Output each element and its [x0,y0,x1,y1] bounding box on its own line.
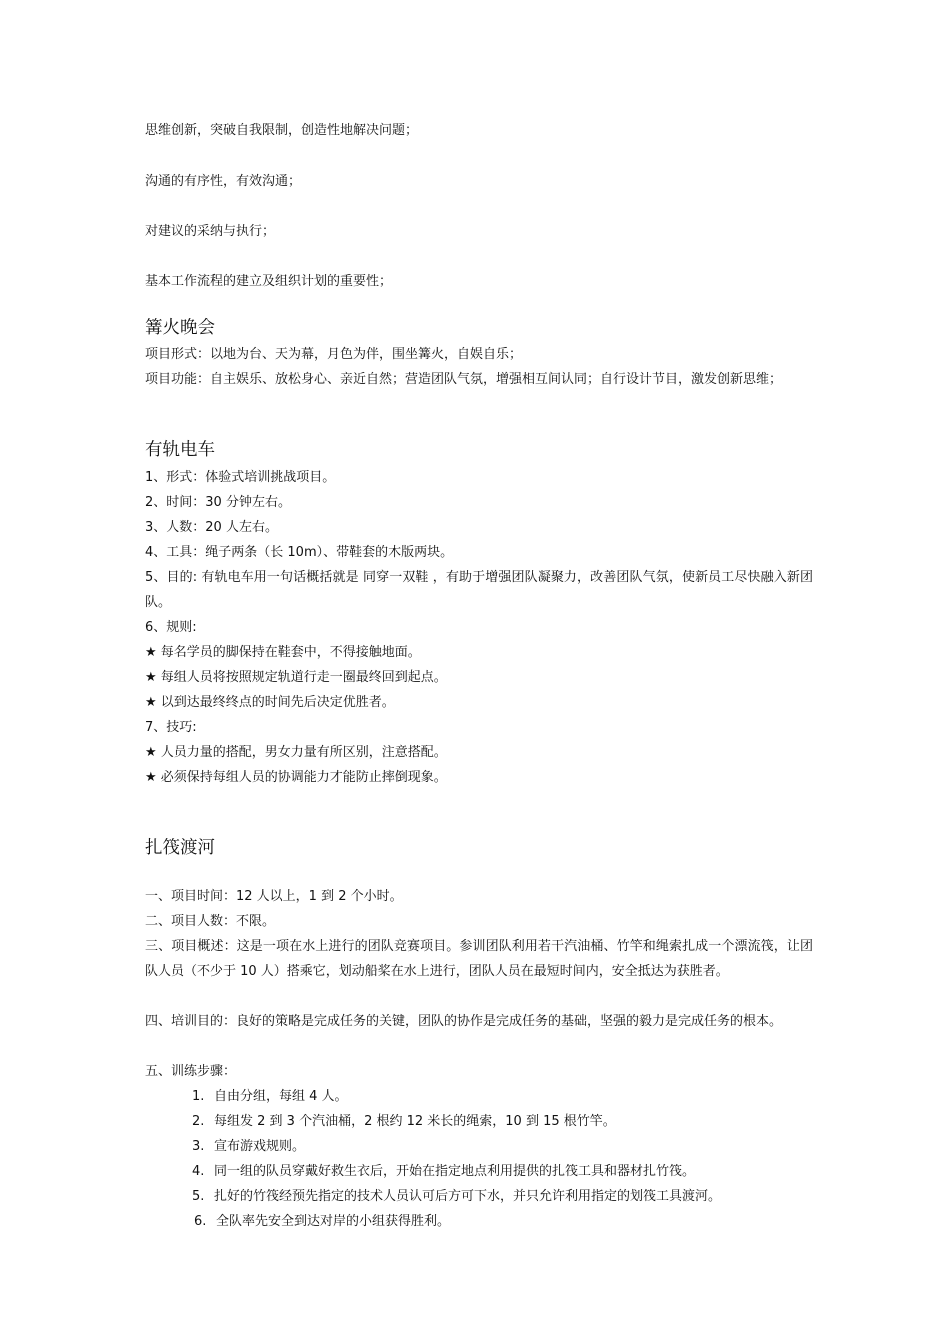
raft-step [192,1184,721,1209]
tram-rule: ★ 每组人员将按照规定轨道行走一圈最终回到起点。 [145,670,447,685]
step-number: 5. [192,1189,205,1204]
tram-item: 3、人数：20 人左右。 [145,520,278,535]
tram-rule: ★ 每名学员的脚保持在鞋套中，不得接触地面。 [145,645,421,660]
step-number: 4. [192,1164,205,1179]
raft-step [192,1084,348,1109]
raft-item: 四、培训目的：良好的策略是完成任务的关键，团队的协作是完成任务的基础，坚强的毅力是完成任务的根本。 [145,1014,783,1029]
intro-line: 对建议的采纳与执行； [145,224,276,239]
bonfire-function: 项目功能：自主娱乐、放松身心、亲近自然；营造团队气氛，增强相互间认同；自行设计节目，激发创新思维； [145,372,783,387]
step-number: 2. [192,1114,205,1129]
raft-item: 三、项目概述：这是一项在水上进行的团队竞赛项目。参训团队利用若干汽油桶、竹竿和绳索扎成一个漂流筏，让团队人员（不少于 10 人）搭乘它，划动船桨在水上进行，团队人员在最短时间内，安全抵达为获胜者。 [145,939,813,979]
raft-step [192,1109,616,1134]
step-text: 宣布游戏规则。 [214,1139,306,1154]
intro-line: 基本工作流程的建立及组织计划的重要性； [145,274,393,289]
step-text: 同一组的队员穿戴好救生衣后，开始在指定地点利用提供的扎筏工具和器材扎竹筏。 [214,1164,696,1179]
raft-item: 二、项目人数：不限。 [145,914,276,929]
section-title-tram: 有轨电车 [145,440,215,460]
raft-item: 五、训练步骤： [145,1064,237,1079]
section-title-raft: 扎筏渡河 [145,838,215,858]
tram-item: 2、时间：30 分钟左右。 [145,495,291,510]
tram-tip: ★ 人员力量的搭配，男女力量有所区别，注意搭配。 [145,745,447,760]
raft-item: 一、项目时间：12 人以上，1 到 2 个小时。 [145,889,403,904]
step-text: 全队率先安全到达对岸的小组获得胜利。 [216,1214,451,1229]
raft-step [192,1159,695,1184]
tram-item: 6、规则: [145,620,197,635]
step-text: 扎好的竹筏经预先指定的技术人员认可后方可下水，并只允许利用指定的划筏工具渡河。 [214,1189,722,1204]
step-number: 3. [192,1139,205,1154]
step-text: 自由分组，每组 4 人。 [214,1089,348,1104]
intro-line: 思维创新，突破自我限制，创造性地解决问题； [145,123,419,138]
tram-item: 1、形式：体验式培训挑战项目。 [145,470,336,485]
intro-line: 沟通的有序性，有效沟通； [145,174,302,189]
tram-item: 5、目的: 有轨电车用一句话概括就是 同穿一双鞋 ，有助于增强团队凝聚力，改善团队气氛，使新员工尽快融入新团队。 [145,570,813,610]
step-text: 每组发 2 到 3 个汽油桶，2 根约 12 米长的绳索，10 到 15 根竹竿。 [214,1114,616,1129]
section-title-bonfire: 篝火晚会 [145,318,215,338]
bonfire-form: 项目形式：以地为台、天为幕，月色为伴，围坐篝火，自娱自乐； [145,347,523,362]
raft-step [192,1134,305,1159]
tram-rule: ★ 以到达最终终点的时间先后决定优胜者。 [145,695,395,710]
tram-item: 4、工具：绳子两条（长 10m）、带鞋套的木版两块。 [145,545,454,560]
step-number: 6. [194,1214,207,1229]
tram-item: 7、技巧: [145,720,197,735]
raft-step [194,1209,450,1234]
step-number: 1. [192,1089,205,1104]
tram-tip: ★ 必须保持每组人员的协调能力才能防止摔倒现象。 [145,770,447,785]
